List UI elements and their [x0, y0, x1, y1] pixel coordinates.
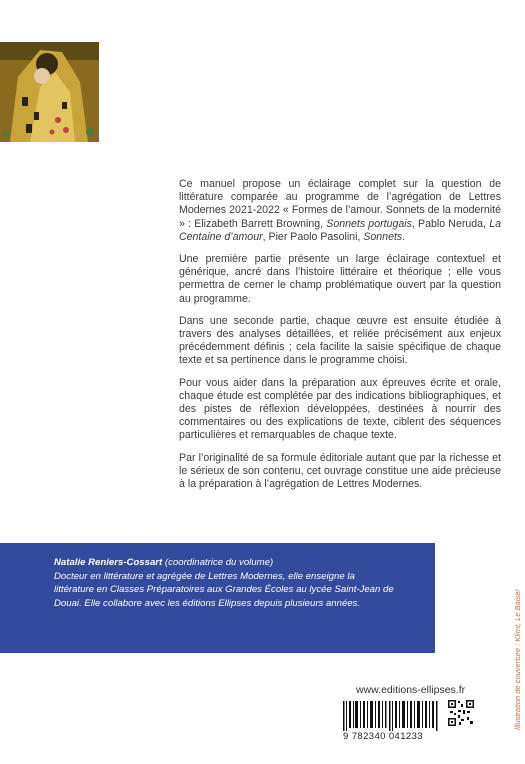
work-title: Sonnets [363, 230, 403, 243]
author-box [0, 543, 435, 653]
author-name: Natalie Reniers-Cossart [54, 557, 163, 568]
work-title: Sonnets portugais [326, 217, 412, 230]
blurb-text: , Pablo Neruda, [411, 217, 490, 230]
blurb-text: . [402, 230, 406, 243]
isbn-number: 9 782340 041233 [343, 731, 423, 742]
author-info [54, 556, 394, 610]
author-bio: Docteur en littérature et agrégée de Lettres Modernes, elle enseigne la littérature en Classes Préparatoires aux Grandes Écoles au lycée Saint-Jean de Douai. Elle collabore avec les éditions Ellipses depuis plusieurs années. [54, 570, 394, 609]
painting-thumbnail-icon [0, 42, 99, 142]
publisher-website: www.editions-ellipses.fr [356, 684, 466, 696]
barcode-icon [343, 701, 439, 731]
author-role: (coordinatrice du volume) [162, 557, 274, 568]
blurb-paragraph-3: Dans une seconde partie, chaque œuvre est ensuite étudiée à travers des analyses détaillées, et reliée précisément aux enjeux précédemment définis ; cela facilite la saisie spécifique de chaque texte et sa pertinence dans le programme choisi. [179, 314, 501, 367]
blurb-text: , Pier Paolo Pasolini, [262, 230, 364, 243]
cover-credit-text: Illustration de couverture : Klimt, Le Baiser [513, 589, 522, 730]
work-title: La Centaine d’amour [179, 217, 501, 243]
blurb-paragraph-4: Pour vous aider dans la préparation aux épreuves écrite et orale, chaque étude est complétée par des indications bibliographiques, et des pistes de réflexion développées, destinées à nourrir des commentaires ou des explications de texte, ciblent des séquences particulières et remarquables de chaque texte. [179, 376, 501, 442]
cover-painting-image [0, 42, 99, 142]
blurb-paragraph-2: Une première partie présente un large éclairage contextuel et générique, ancré dans l’histoire littéraire et théorique ; elle vous permettra de cerner le champ problématique ouvert par la question au programme. [179, 253, 501, 305]
back-cover-blurb [179, 178, 501, 500]
qr-code-icon [448, 700, 474, 726]
blurb-paragraph-5: Par l’originalité de sa formule éditoriale autant que par la richesse et le sérieux de son contenu, cet ouvrage constitue une aide précieuse à la préparation à l’agrégation de Lettres Modernes. [179, 451, 501, 491]
blurb-paragraph-1 [179, 178, 501, 244]
cover-credit [511, 580, 523, 730]
blurb-text: Ce manuel propose un éclairage complet sur la question de littérature comparée au programme de l’agrégation de Lettres Modernes 2021-2022 « Formes de l’amour. Sonnets de la modernité » : Elizabeth Barrett Browning, [179, 178, 501, 230]
